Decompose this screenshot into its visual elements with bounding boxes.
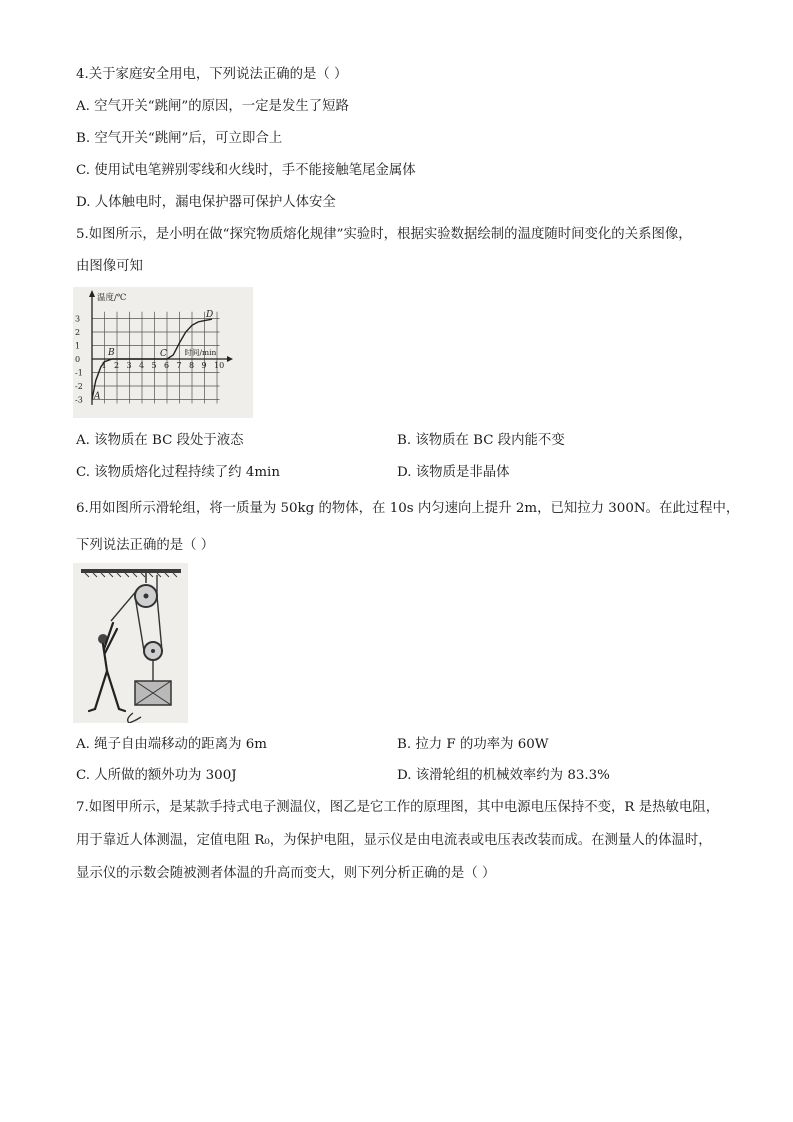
melting-graph [73, 287, 253, 418]
q4-option-c: C. 使用试电笔辨别零线和火线时，手不能接触笔尾金属体 [76, 163, 416, 178]
x-tick-label: 1 [101, 361, 107, 370]
y-tick-label: -2 [75, 382, 83, 391]
x-tick-label: 6 [164, 361, 170, 370]
q5-option-d: D. 该物质是非晶体 [397, 465, 510, 480]
q6-option-a: A. 绳子自由端移动的距离为 6m [76, 737, 267, 752]
q4-option-d: D. 人体触电时，漏电保护器可保护人体安全 [76, 195, 336, 210]
y-tick-label: 3 [75, 314, 81, 324]
x-tick-label: 7 [176, 361, 182, 370]
ceiling-hatch [85, 573, 177, 577]
q6-option-b: B. 拉力 F 的功率为 60W [397, 737, 549, 752]
y-tick-label: 2 [75, 328, 81, 337]
q4-option-a: A. 空气开关“跳闸”的原因，一定是发生了短路 [76, 99, 349, 114]
pulley-illustration [73, 563, 188, 723]
x-tick-label: 9 [201, 361, 207, 370]
person-pulling-icon [89, 623, 125, 711]
pulley-figure [73, 563, 188, 723]
y-tick-label: -3 [75, 395, 83, 405]
ceiling-beam [81, 569, 181, 573]
x-tick-label: 10 [214, 361, 225, 370]
x-tick-label: 8 [189, 361, 195, 370]
q5-option-c: C. 该物质熔化过程持续了约 4min [76, 465, 280, 480]
point-label-a: A [94, 391, 101, 402]
x-tick-label: 4 [139, 361, 145, 370]
q4-option-b: B. 空气开关“跳闸”后，可立即合上 [76, 131, 283, 146]
q6-option-c: C. 人所做的额外功为 300J [76, 768, 237, 783]
x-tick-label: 5 [151, 361, 157, 370]
y-axis-arrow [89, 290, 95, 297]
q5-stem-line2: 由图像可知 [76, 259, 143, 274]
x-tick-label: 2 [114, 361, 120, 370]
x-tick-label: 3 [126, 361, 132, 370]
melting-graph-figure [73, 287, 253, 418]
q7-line1: 7.如图甲所示，是某款手持式电子测温仪，图乙是它工作的原理图，其中电源电压保持不变，R 是热敏电阻， [76, 800, 720, 815]
q4-stem: 4.关于家庭安全用电，下列说法正确的是（ ） [76, 67, 348, 82]
q7-line3: 显示仪的示数会随被测者体温的升高而变大，则下列分析正确的是（ ） [76, 866, 496, 881]
q5-option-a: A. 该物质在 BC 段处于液态 [76, 433, 244, 448]
y-tick-label: 0 [75, 355, 81, 364]
y-tick-label: 1 [75, 341, 81, 351]
q5-stem-line1: 5.如图所示，是小明在做“探究物质熔化规律”实验时，根据实验数据绘制的温度随时间变化的关系图像， [76, 227, 692, 242]
q6-option-d: D. 该滑轮组的机械效率约为 83.3% [397, 768, 610, 783]
y-axis-label: 温度/℃ [97, 293, 127, 303]
point-label-b: B [108, 348, 115, 358]
x-axis-label: 时间/min [184, 348, 217, 357]
q5-option-b: B. 该物质在 BC 段内能不变 [397, 433, 565, 448]
q6-stem-line2: 下列说法正确的是（ ） [76, 538, 215, 553]
point-label-d: D [206, 310, 214, 321]
q6-stem-line1: 6.用如图所示滑轮组，将一质量为 50kg 的物体，在 10s 内匀速向上提升 2m，已知拉力 300N。在此过程中， [76, 501, 740, 516]
x-axis-arrow [227, 356, 233, 362]
y-tick-label: -1 [75, 368, 83, 378]
q7-line2: 用于靠近人体测温，定值电阻 R₀，为保护电阻，显示仪是由电流表或电压表改装而成。在测量人的体温时， [76, 833, 712, 848]
point-label-c: C [160, 349, 167, 359]
